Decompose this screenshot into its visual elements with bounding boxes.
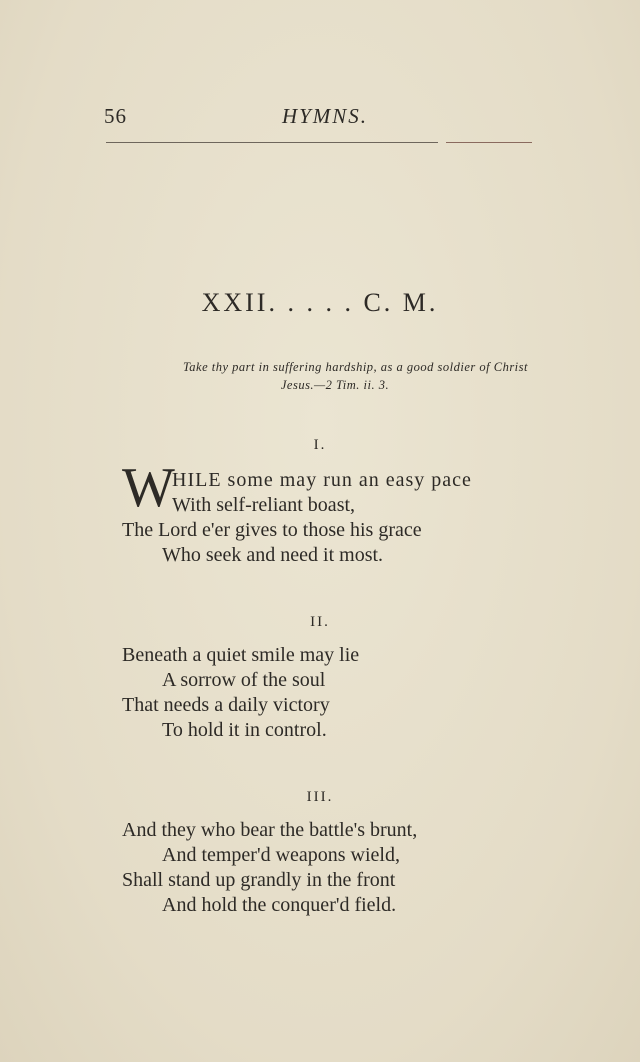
stanza-line: That needs a daily victory [122, 694, 330, 716]
hymn-title: XXII. . . . . C. M. [201, 288, 439, 317]
page-number: 56 [104, 104, 127, 128]
epigraph [108, 358, 528, 394]
stanza [122, 468, 542, 568]
stanza-number: II. [310, 614, 330, 630]
stanza-line: And hold the conquer'd field. [162, 894, 397, 916]
drop-cap: W [122, 457, 175, 519]
header-rule-left [106, 142, 438, 143]
epigraph-line: Take thy part in suffering hardship, as a good soldier of Christ [183, 360, 528, 374]
stanza-line: Beneath a quiet smile may lie [122, 644, 360, 666]
stanza-line: And they who bear the battle's brunt, [122, 819, 418, 841]
stanza-number: I. [313, 437, 327, 453]
stanza-line: A sorrow of the soul [162, 669, 326, 691]
header-rule-right [446, 142, 532, 143]
stanza-line: Shall stand up grandly in the front [122, 869, 396, 891]
stanza-line: To hold it in control. [162, 719, 327, 741]
running-title: HYMNS. [281, 104, 369, 128]
stanza-line: With self-reliant boast, [172, 494, 356, 516]
stanza [122, 643, 542, 743]
stanza [122, 818, 542, 918]
stanza-number: III. [306, 789, 334, 805]
stanza-line: HILE some may run an easy pace [172, 469, 472, 491]
stanza-line: Who seek and need it most. [162, 544, 384, 566]
stanza-line: And temper'd weapons wield, [162, 844, 400, 866]
stanza-line: The Lord e'er gives to those his grace [122, 519, 422, 541]
epigraph-line: Jesus.—2 Tim. ii. 3. [280, 378, 390, 392]
